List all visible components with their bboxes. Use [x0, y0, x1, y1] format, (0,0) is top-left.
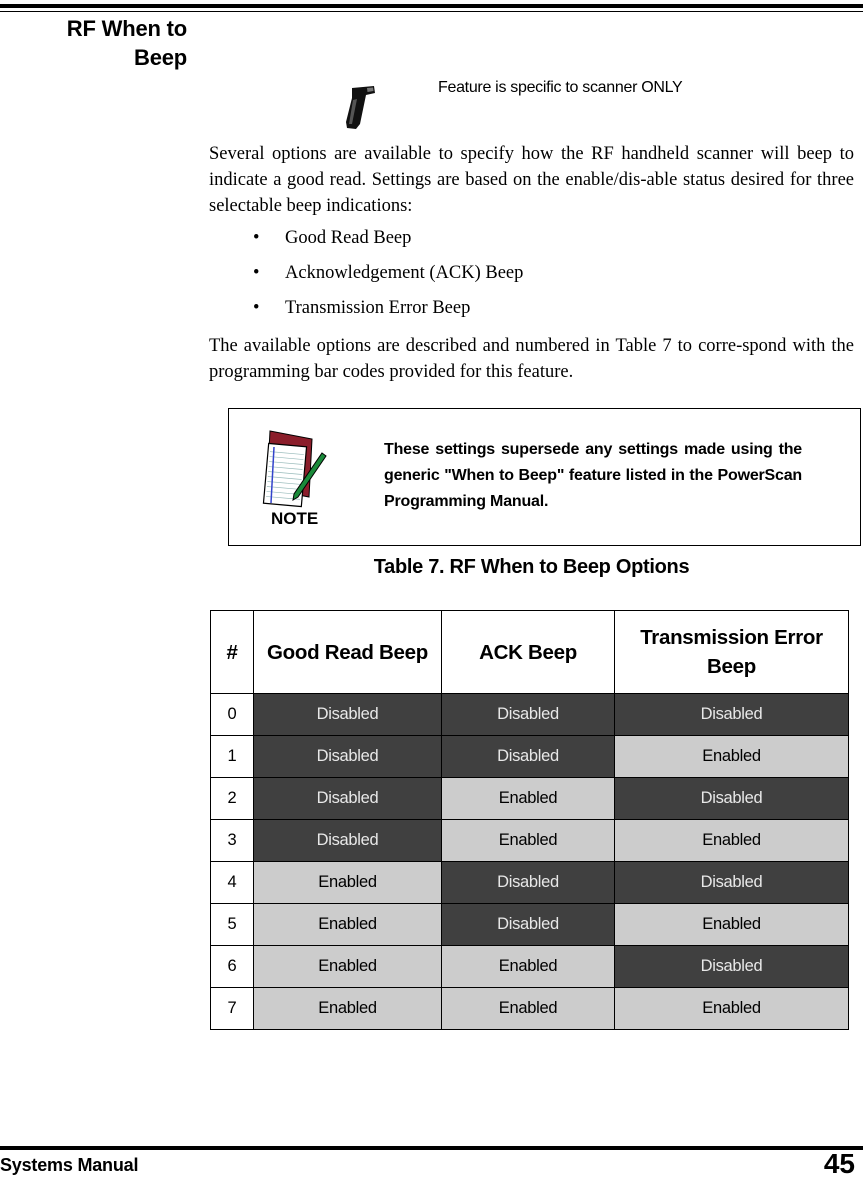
footer-manual-name: Systems Manual [0, 1155, 139, 1175]
transmission-error-beep-cell: Disabled [615, 862, 849, 904]
transmission-error-beep-cell: Disabled [615, 778, 849, 820]
row-number: 2 [211, 778, 254, 820]
note-label: NOTE [271, 509, 319, 528]
bottom-rule [0, 1146, 863, 1150]
ack-beep-cell: Enabled [442, 820, 615, 862]
top-rule-thick [0, 4, 863, 8]
ack-beep-cell: Disabled [442, 736, 615, 778]
transmission-error-beep-cell: Enabled [615, 904, 849, 946]
beep-options-table [210, 610, 849, 1030]
bullet-text: Good Read Beep [285, 228, 412, 248]
footer-page-number: 45 [823, 1148, 855, 1179]
table-row [211, 778, 849, 820]
header-transmission-error-beep: Transmission Error Beep [615, 611, 849, 694]
table-title: Table 7. RF When to Beep Options [373, 556, 690, 578]
transmission-error-beep-cell: Disabled [615, 946, 849, 988]
bullet-text: Transmission Error Beep [285, 298, 471, 318]
good-read-beep-cell: Enabled [254, 988, 442, 1030]
note-box [228, 408, 861, 546]
intro-paragraph: Several options are available to specify how the RF handheld scanner will beep to indicate a good read. Settings are based on the enable/dis-able status desired for three selectable beep indications: [209, 144, 854, 216]
bullet-glyph: • [253, 228, 260, 248]
transmission-error-beep-cell: Enabled [615, 988, 849, 1030]
section-title-line1: RF When to [66, 16, 187, 41]
good-read-beep-cell: Enabled [254, 862, 442, 904]
good-read-beep-cell: Disabled [254, 694, 442, 736]
bullet-text: Acknowledgement (ACK) Beep [285, 263, 524, 283]
note-text: These settings supersede any settings made using the generic "When to Beep" feature listed in the PowerScan Programming Manual. [384, 441, 802, 510]
row-number: 4 [211, 862, 254, 904]
header-ack-beep: ACK Beep [442, 611, 615, 694]
feature-note-text: Feature is specific to scanner ONLY [438, 79, 683, 96]
notepad-icon [262, 427, 328, 516]
bullet-glyph: • [253, 263, 260, 283]
scanner-icon [343, 84, 377, 137]
ack-beep-cell: Disabled [442, 862, 615, 904]
table-row [211, 820, 849, 862]
row-number: 3 [211, 820, 254, 862]
section-title [67, 14, 187, 72]
bullet-glyph: • [253, 298, 260, 318]
table-header-row [211, 611, 849, 694]
ack-beep-cell: Disabled [442, 694, 615, 736]
ack-beep-cell: Disabled [442, 904, 615, 946]
header-number: # [211, 611, 254, 694]
section-title-line2: Beep [134, 45, 187, 70]
table-row [211, 988, 849, 1030]
top-rule-thin [0, 11, 863, 12]
table-body [211, 694, 849, 1030]
row-number: 7 [211, 988, 254, 1030]
row-number: 0 [211, 694, 254, 736]
closing-paragraph: The available options are described and numbered in Table 7 to corre-spond with the programming bar codes provided for this feature. [209, 336, 854, 382]
table-row [211, 736, 849, 778]
table-row [211, 904, 849, 946]
good-read-beep-cell: Disabled [254, 820, 442, 862]
transmission-error-beep-cell: Enabled [615, 736, 849, 778]
header-good-read-beep: Good Read Beep [254, 611, 442, 694]
good-read-beep-cell: Disabled [254, 736, 442, 778]
ack-beep-cell: Enabled [442, 988, 615, 1030]
good-read-beep-cell: Enabled [254, 946, 442, 988]
row-number: 5 [211, 904, 254, 946]
row-number: 1 [211, 736, 254, 778]
table-row [211, 862, 849, 904]
table-row [211, 946, 849, 988]
ack-beep-cell: Enabled [442, 946, 615, 988]
row-number: 6 [211, 946, 254, 988]
table-row [211, 694, 849, 736]
transmission-error-beep-cell: Enabled [615, 820, 849, 862]
ack-beep-cell: Enabled [442, 778, 615, 820]
good-read-beep-cell: Enabled [254, 904, 442, 946]
good-read-beep-cell: Disabled [254, 778, 442, 820]
transmission-error-beep-cell: Disabled [615, 694, 849, 736]
